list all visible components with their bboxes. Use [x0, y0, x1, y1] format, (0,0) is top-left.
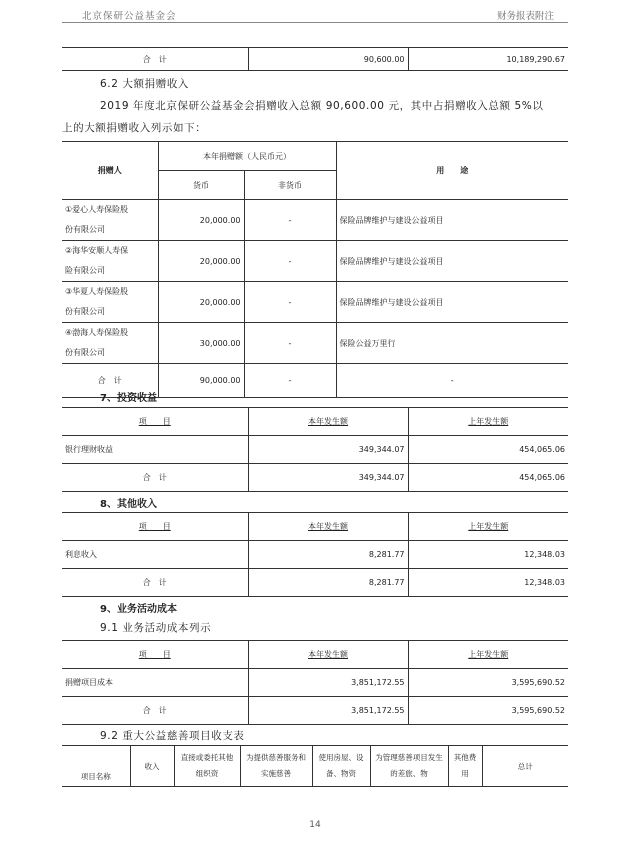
table-row — [62, 541, 568, 569]
col-header-property-equipment: 使用房屋、设备、物资 — [312, 746, 370, 787]
total-value-2: 10,189,290.67 — [408, 48, 568, 71]
col-header-prior-year: 上年发生额 — [408, 513, 568, 541]
col-header-current-year: 本年发生额 — [248, 513, 408, 541]
table-row — [62, 323, 568, 364]
total-label: 合 计 — [62, 48, 248, 71]
col-header-prior-year: 上年发生额 — [408, 641, 568, 669]
table-row — [62, 436, 568, 464]
row-label: 利息收入 — [62, 541, 248, 569]
total-current-year: 8,281.77 — [248, 569, 408, 597]
investment-income-table — [62, 407, 568, 492]
total-prior-year: 12,348.03 — [408, 569, 568, 597]
donation-use: 保险品牌维护与建设公益项目 — [336, 200, 568, 241]
col-header-project-name: 项目名称 — [62, 746, 130, 787]
col-header-income: 收入 — [130, 746, 174, 787]
large-donations-table — [62, 141, 568, 398]
donor-name: ④渤海人寿保险股 份有限公司 — [62, 323, 158, 364]
noncash-amount: - — [244, 282, 336, 323]
business-activity-cost-table — [62, 640, 568, 725]
table-row — [62, 200, 568, 241]
col-header-prior-year: 上年发生额 — [408, 408, 568, 436]
section-9-2-title: 9.2 重大公益慈善项目收支表 — [100, 730, 245, 742]
table-row — [62, 282, 568, 323]
current-year-value: 349,344.07 — [248, 436, 408, 464]
current-year-value: 3,851,172.55 — [248, 669, 408, 697]
col-header-use: 用 途 — [336, 142, 568, 200]
noncash-amount: - — [244, 323, 336, 364]
col-header-current-year: 本年发生额 — [248, 408, 408, 436]
total-current-year: 3,851,172.55 — [248, 697, 408, 725]
donation-use: 保险品牌维护与建设公益项目 — [336, 282, 568, 323]
noncash-amount: - — [244, 200, 336, 241]
col-header-cash: 货币 — [158, 171, 244, 200]
donor-name: ①爱心人寿保险股 份有限公司 — [62, 200, 158, 241]
col-header-noncash: 非货币 — [244, 171, 336, 200]
page-number: 14 — [309, 820, 321, 830]
col-header-total: 总计 — [482, 746, 568, 787]
total-label: 合 计 — [62, 569, 248, 597]
section-9-1-title: 9.1 业务活动成本列示 — [100, 622, 212, 634]
donor-name: ②海华安顺人寿保 险有限公司 — [62, 241, 158, 282]
table-row — [62, 669, 568, 697]
section-9-title: 9、业务活动成本 — [100, 604, 177, 615]
col-header-item: 项 目 — [62, 408, 248, 436]
col-header-item: 项 目 — [62, 513, 248, 541]
cash-amount: 20,000.00 — [158, 200, 244, 241]
col-header-item: 项 目 — [62, 641, 248, 669]
col-header-donor: 捐赠人 — [62, 142, 158, 200]
total-use: - — [336, 364, 568, 398]
header-section-name: 财务报表附注 — [496, 11, 554, 22]
donation-summary-total-table — [62, 47, 568, 71]
col-header-direct-or-entrusted: 直接或委托其他组织资 — [174, 746, 240, 787]
cash-amount: 20,000.00 — [158, 241, 244, 282]
prior-year-value: 454,065.06 — [408, 436, 568, 464]
col-header-current-year: 本年发生额 — [248, 641, 408, 669]
total-noncash: - — [244, 364, 336, 398]
total-cash: 90,000.00 — [158, 364, 244, 398]
col-header-amount: 本年捐赠额（人民币元） — [158, 142, 336, 171]
donor-name: ③华夏人寿保险股 份有限公司 — [62, 282, 158, 323]
row-label: 银行理财收益 — [62, 436, 248, 464]
total-label: 合 计 — [62, 464, 248, 492]
page-header — [62, 6, 568, 23]
donation-use: 保险品牌维护与建设公益项目 — [336, 241, 568, 282]
donation-use: 保险公益万里行 — [336, 323, 568, 364]
major-charity-project-table — [62, 745, 568, 787]
header-org-name: 北京保研公益基金会 — [82, 11, 177, 22]
prior-year-value: 12,348.03 — [408, 541, 568, 569]
current-year-value: 8,281.77 — [248, 541, 408, 569]
total-prior-year: 3,595,690.52 — [408, 697, 568, 725]
section-7-title: 7、投资收益 — [100, 393, 157, 404]
total-value-1: 90,600.00 — [248, 48, 408, 71]
section-6-2-paragraph-line1: 2019 年度北京保研公益基金会捐赠收入总额 90,600.00 元，其中占捐赠收入总额 5%以 — [100, 100, 544, 112]
prior-year-value: 3,595,690.52 — [408, 669, 568, 697]
section-6-2-paragraph-line2: 上的大额捐赠收入列示如下： — [62, 122, 207, 134]
total-current-year: 349,344.07 — [248, 464, 408, 492]
section-6-2-title: 6.2 大额捐赠收入 — [100, 78, 190, 90]
col-header-charity-services: 为提供慈善服务和实施慈善 — [240, 746, 312, 787]
total-prior-year: 454,065.06 — [408, 464, 568, 492]
cash-amount: 30,000.00 — [158, 323, 244, 364]
table-total-row — [62, 464, 568, 492]
other-income-table — [62, 512, 568, 597]
table-total-row — [62, 697, 568, 725]
cash-amount: 20,000.00 — [158, 282, 244, 323]
row-label: 捐赠项目成本 — [62, 669, 248, 697]
col-header-management-travel: 为管理慈善项目发生的差旅、物 — [370, 746, 448, 787]
table-row — [62, 241, 568, 282]
table-total-row — [62, 569, 568, 597]
total-label: 合 计 — [62, 697, 248, 725]
noncash-amount: - — [244, 241, 336, 282]
col-header-other-expenses: 其他费用 — [448, 746, 482, 787]
section-8-title: 8、其他收入 — [100, 499, 157, 510]
total-label: 合 计 — [62, 364, 158, 398]
